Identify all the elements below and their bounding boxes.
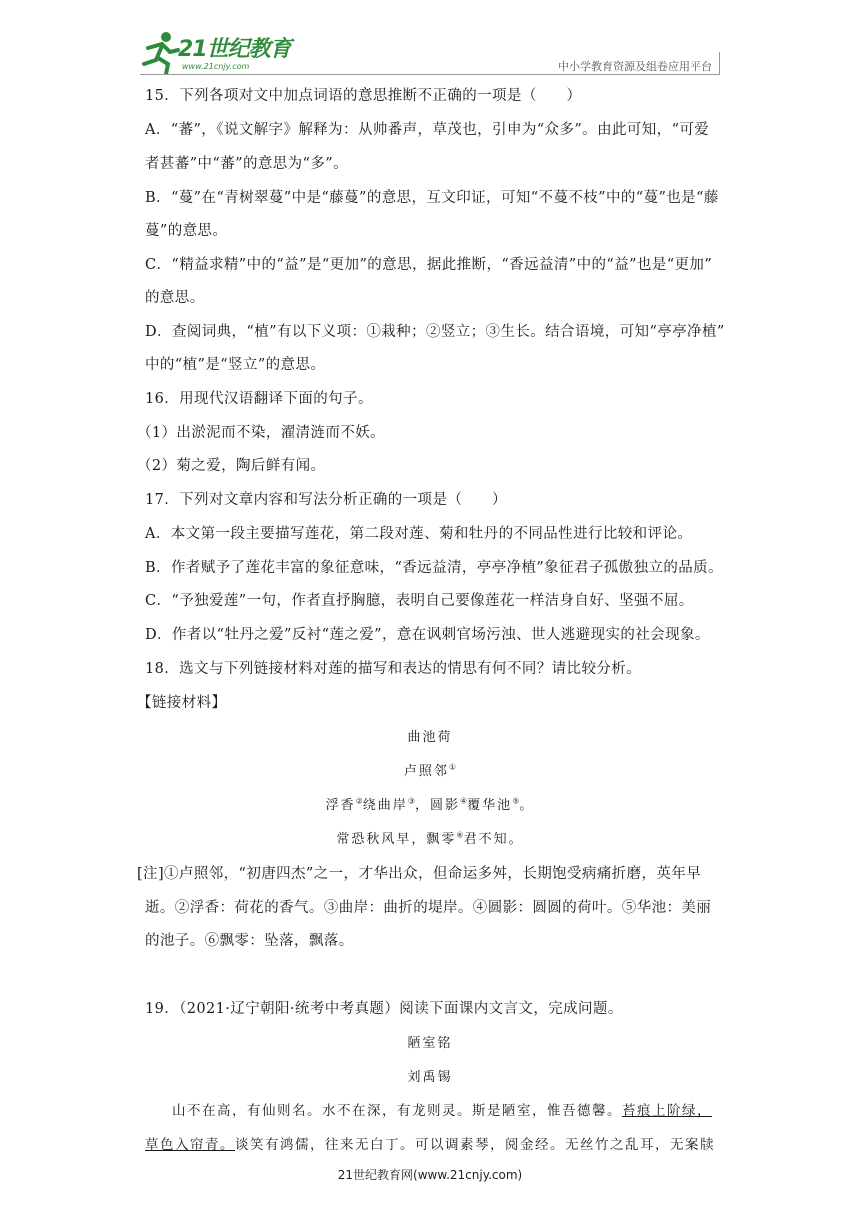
poem-text: ，圆影 xyxy=(414,798,460,813)
poem-text: 常恐秋风早，飘零 xyxy=(336,832,457,847)
poem-line-2 xyxy=(0,828,860,847)
question-18: 18．选文与下列链接材料对莲的描写和表达的情思有何不同？请比较分析。 xyxy=(145,661,642,677)
poem-text: 。 xyxy=(519,798,535,813)
poem-author-name: 卢照邻 xyxy=(403,764,449,779)
poem-text: 浮香 xyxy=(325,798,356,813)
question-17: 17．下列对文章内容和写法分析正确的一项是（ ） xyxy=(145,492,507,508)
footnote-mark: ② xyxy=(355,796,363,806)
annotation-line-3: 的池子。⑥飘零：坠落，飘落。 xyxy=(145,933,354,949)
header-divider xyxy=(140,74,720,75)
q16-item-2: （2）菊之爱，陶后鲜有闻。 xyxy=(137,458,326,474)
poem-text: 覆华池 xyxy=(467,798,513,813)
poem-title: 曲池荷 xyxy=(407,730,453,745)
q15-option-c-line2: 的意思。 xyxy=(145,290,205,306)
annotation-line-2: 逝。②浮香：荷花的香气。③曲岸：曲折的堤岸。④圆影：圆圆的荷叶。⑤华池：美丽 xyxy=(145,900,712,916)
page-header xyxy=(140,28,720,78)
q15-option-b-line2: 蔓”的意思。 xyxy=(145,223,228,239)
question-19: 19．（2021·辽宁朝阳·统考中考真题）阅读下面课内文言文，完成问题。 xyxy=(145,1001,623,1017)
passage-text: 谈笑有鸿儒，往来无白丁。可以调素琴，阅金经。无丝竹之乱耳，无案牍 xyxy=(235,1137,715,1153)
platform-name: 中小学教育资源及组卷应用平台 xyxy=(558,60,712,73)
header-divider-tick xyxy=(719,52,720,74)
passage-line-1 xyxy=(172,1099,712,1119)
passage-text: 山不在高，有仙则名。水不在深，有龙则灵。斯是陋室，惟吾德馨。 xyxy=(172,1103,622,1119)
site-logo[interactable] xyxy=(140,28,300,76)
q15-option-b-line1: B．“蔓”在“青树翠蔓”中是“藤蔓”的意思，互文印证，可知“不蔓不枝”中的“蔓”也是“藤 xyxy=(145,190,719,206)
q15-option-d-line1: D．查阅词典，“植”有以下义项：①栽种；②竖立；③生长。结合语境，可知“亭亭净植” xyxy=(145,324,725,340)
runner-icon xyxy=(140,30,180,74)
passage-line-2 xyxy=(145,1133,715,1153)
footnote-mark: ⑤ xyxy=(512,796,520,806)
underlined-text: 草色入帘青。 xyxy=(145,1137,235,1153)
page-footer: 21世纪教育网(www.21cnjy.com) xyxy=(337,1168,523,1182)
footnote-mark: ④ xyxy=(460,796,468,806)
q17-option-a: A．本文第一段主要描写莲花，第二段对莲、菊和牡丹的不同品性进行比较和评论。 xyxy=(145,526,693,542)
poem-line-1 xyxy=(0,794,860,813)
q15-option-a-line2: 者甚蕃”中“蕃”的意思为“多”。 xyxy=(145,156,348,172)
passage-title: 陋室铭 xyxy=(407,1036,453,1051)
footnote-mark: ⑥ xyxy=(456,830,464,840)
q17-option-c: C．“予独爱莲”一句，作者直抒胸臆，表明自己要像莲花一样洁身自好、坚强不屈。 xyxy=(145,593,694,609)
poem-text: 君不知。 xyxy=(463,832,524,847)
poem-text: 绕曲岸 xyxy=(362,798,408,813)
q15-option-c-line1: C．“精益求精”中的“益”是“更加”的意思，据此推断，“香远益清”中的“益”也是“更加” xyxy=(145,257,713,273)
link-material-label: 【链接材料】 xyxy=(137,695,227,711)
footnote-mark: ① xyxy=(448,762,457,772)
question-15: 15．下列各项对文中加点词语的意思推断不正确的一项是（ ） xyxy=(145,88,582,104)
q15-option-d-line2: 中的“植”是“竖立”的意思。 xyxy=(145,357,326,373)
q15-option-a-line1: A．“蕃”，《说文解字》解释为：从帅番声，草茂也，引申为“众多”。由此可知，“可爱 xyxy=(145,122,710,138)
passage-author: 刘禹锡 xyxy=(407,1070,453,1085)
annotation-line-1: [注]①卢照邻，“初唐四杰”之一，才华出众，但命运多舛，长期饱受病痛折磨，英年早 xyxy=(137,866,702,882)
logo-url: www.21cnjy.com xyxy=(182,62,250,71)
q17-option-d: D．作者以“牡丹之爱”反衬“莲之爱”，意在讽刺官场污浊、世人逃避现实的社会现象。 xyxy=(145,627,710,643)
q16-item-1: （1）出淤泥而不染，濯清涟而不妖。 xyxy=(137,425,386,441)
q17-option-b: B．作者赋予了莲花丰富的象征意味，“香远益清，亭亭净植”象征君子孤傲独立的品质。 xyxy=(145,560,723,576)
footnote-mark: ③ xyxy=(407,796,415,806)
underlined-text: 苔痕上阶绿， xyxy=(622,1103,712,1119)
question-16: 16．用现代汉语翻译下面的句子。 xyxy=(145,391,373,407)
logo-text: 21世纪教育 xyxy=(178,37,291,62)
poem-author xyxy=(0,760,860,779)
